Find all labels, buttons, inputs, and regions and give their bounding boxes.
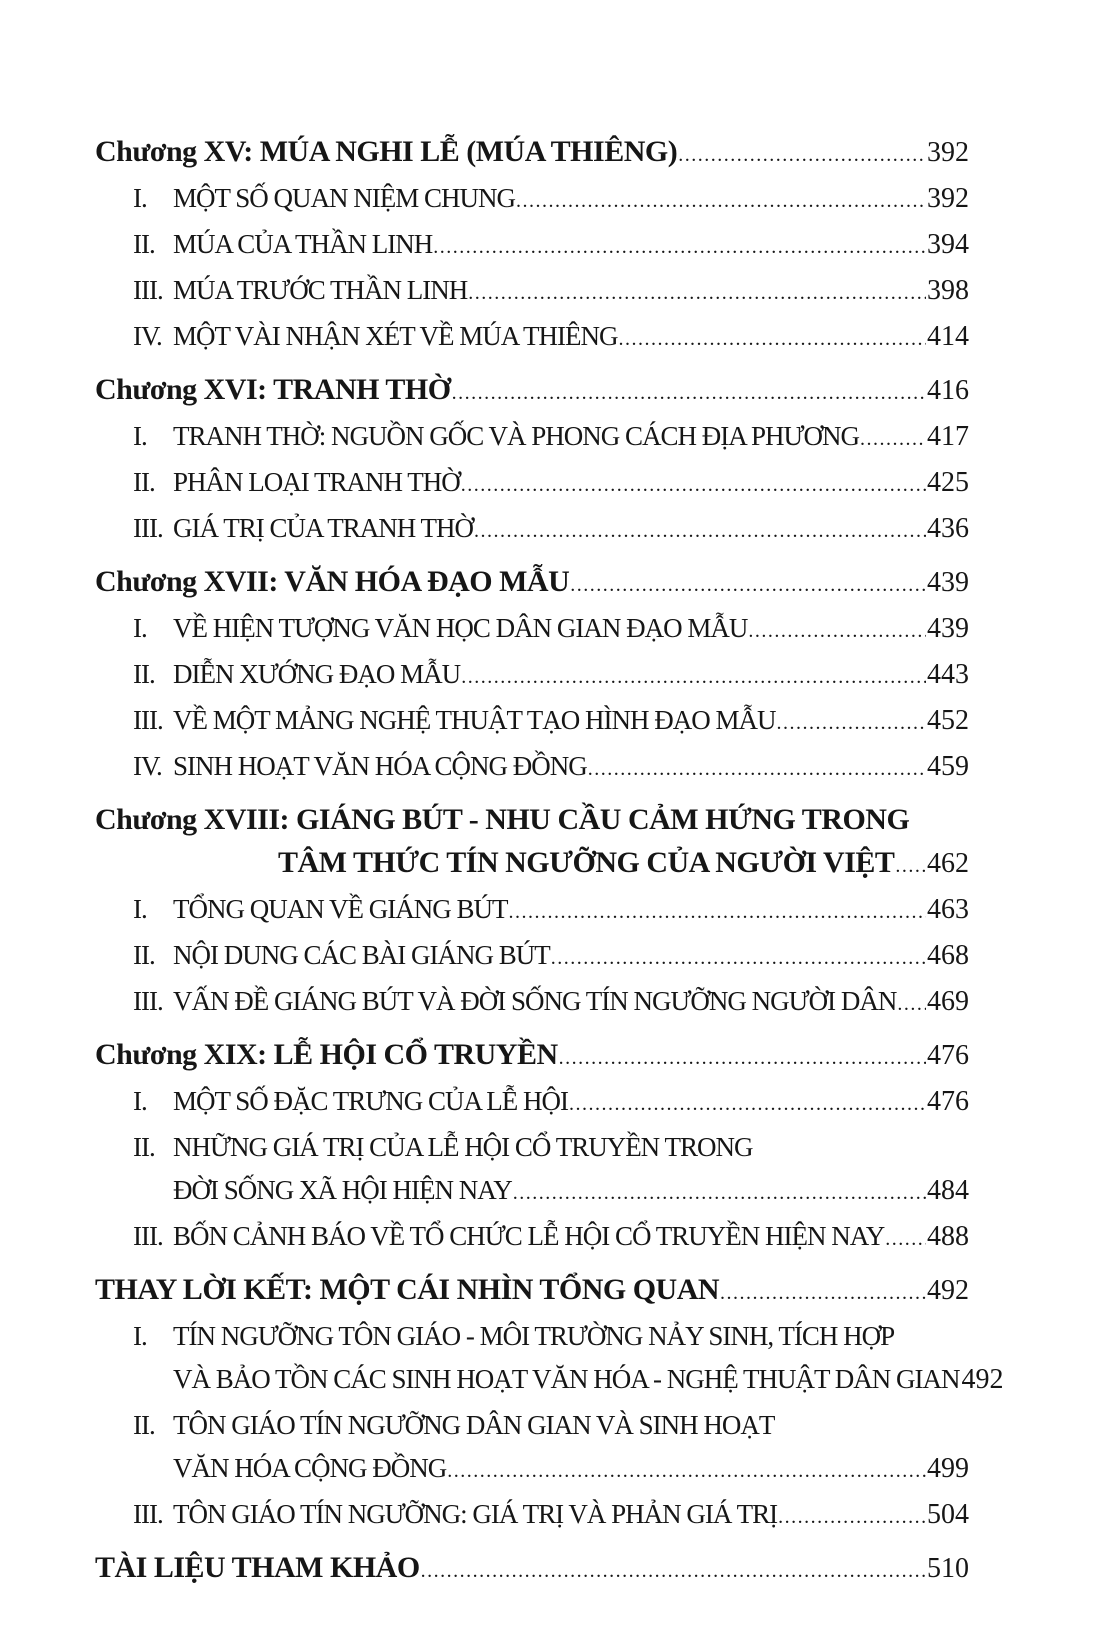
toc-line: [95, 1080, 969, 1126]
toc-title: VỀ HIỆN TƯỢNG VĂN HỌC DÂN GIAN ĐẠO MẪU: [173, 613, 748, 643]
toc-page-number: 468: [927, 940, 969, 971]
toc-page-number: 484: [927, 1175, 969, 1206]
toc-section-entry: [95, 269, 969, 315]
toc-line: [95, 177, 969, 223]
toc-line: [95, 1315, 969, 1358]
toc-chapter-entry: [95, 130, 969, 177]
toc-page-number: 392: [927, 183, 969, 214]
dot-leader: [777, 702, 927, 745]
toc-title: VĂN HÓA CỘNG ĐỒNG: [173, 1453, 447, 1483]
toc-line: [95, 315, 969, 361]
toc-title: BỐN CẢNH BÁO VỀ TỔ CHỨC LỄ HỘI CỔ TRUYỀN HIỆN NAY: [173, 1221, 885, 1251]
toc-line: [95, 934, 969, 980]
toc-numeral: III.: [133, 513, 163, 543]
dot-leader: [559, 1037, 926, 1080]
dot-leader: [678, 134, 926, 177]
dot-leader: [885, 1218, 926, 1261]
dot-leader: [468, 272, 926, 315]
toc-title: MỘT SỐ QUAN NIỆM CHUNG: [173, 183, 516, 213]
dot-leader: [619, 318, 926, 361]
toc-page-number: 417: [927, 421, 969, 452]
dot-leader: [452, 372, 926, 415]
dot-leader: [508, 891, 926, 934]
toc-title: PHÂN LOẠI TRANH THỜ: [173, 467, 460, 497]
toc-line: [95, 1268, 969, 1315]
toc-numeral: II.: [133, 467, 155, 497]
toc-section-entry: [95, 699, 969, 745]
toc-page-number: 463: [927, 894, 969, 925]
toc-section-entry: [95, 223, 969, 269]
toc-section-entry: [95, 934, 969, 980]
toc-section-entry: [95, 1126, 969, 1215]
toc-page-number: 469: [927, 986, 969, 1017]
toc-page-number: 492: [961, 1364, 1004, 1395]
dot-leader: [516, 180, 926, 223]
dot-leader: [720, 1272, 926, 1315]
toc-page-number: 414: [927, 321, 969, 352]
toc-section-entry: [95, 607, 969, 653]
toc-line: [95, 745, 969, 791]
table-of-contents: [95, 130, 1004, 1593]
toc-page-number: 492: [927, 1275, 969, 1306]
toc-section-entry: [95, 461, 969, 507]
toc-section-entry: [95, 653, 969, 699]
toc-title: GIÁ TRỊ CỦA TRANH THỜ: [173, 513, 474, 543]
toc-title: TÍN NGƯỠNG TÔN GIÁO - MÔI TRƯỜNG NẢY SINH, TÍCH HỢP: [173, 1321, 895, 1351]
dot-leader: [569, 1083, 926, 1126]
toc-numeral: I.: [133, 421, 147, 451]
toc-line: [95, 560, 969, 607]
dot-leader: [588, 748, 926, 791]
toc-line: [95, 653, 969, 699]
toc-line: [95, 461, 969, 507]
toc-line: [95, 1126, 969, 1169]
toc-section-entry: [95, 980, 969, 1026]
toc-chapter-entry: [95, 1033, 969, 1080]
toc-title: Chương XVIII: GIÁNG BÚT - NHU CẦU CẢM HỨNG TRONG: [95, 803, 910, 836]
toc-page-number: 499: [927, 1453, 969, 1484]
toc-numeral: I.: [133, 894, 147, 924]
toc-section-entry: [95, 1080, 969, 1126]
toc-page-number: 452: [927, 705, 969, 736]
toc-line: [95, 1169, 969, 1215]
toc-section-entry: [95, 745, 969, 791]
dot-leader: [860, 418, 926, 461]
dot-leader: [461, 656, 926, 699]
toc-page-number: 439: [927, 613, 969, 644]
toc-title: NHỮNG GIÁ TRỊ CỦA LỄ HỘI CỔ TRUYỀN TRONG: [173, 1132, 753, 1162]
toc-title: MỘT SỐ ĐẶC TRƯNG CỦA LỄ HỘI: [173, 1086, 568, 1116]
toc-numeral: II.: [133, 940, 155, 970]
toc-chapter-entry: [95, 1546, 969, 1593]
toc-title: MỘT VÀI NHẬN XÉT VỀ MÚA THIÊNG: [173, 321, 618, 351]
toc-line: [95, 980, 969, 1026]
toc-numeral: III.: [133, 986, 163, 1016]
toc-title: Chương XVI: TRANH THỜ: [95, 373, 451, 406]
toc-title: DIỄN XƯỚNG ĐẠO MẪU: [173, 659, 461, 689]
dot-leader: [461, 464, 926, 507]
dot-leader: [748, 610, 926, 653]
toc-numeral: II.: [133, 659, 155, 689]
toc-title: VẤN ĐỀ GIÁNG BÚT VÀ ĐỜI SỐNG TÍN NGƯỠNG NGƯỜI DÂN: [173, 986, 897, 1016]
toc-numeral: II.: [133, 1410, 155, 1440]
toc-chapter-entry: [95, 560, 969, 607]
dot-leader: [778, 1496, 926, 1539]
toc-title: NỘI DUNG CÁC BÀI GIÁNG BÚT: [173, 940, 550, 970]
toc-numeral: III.: [133, 705, 163, 735]
toc-chapter-entry: [95, 1268, 969, 1315]
toc-page-number: 392: [927, 137, 969, 168]
toc-line: [95, 1215, 969, 1261]
toc-line: [95, 1447, 969, 1493]
toc-section-entry: [95, 1315, 1004, 1404]
toc-page-number: 416: [927, 375, 969, 406]
toc-title: ĐỜI SỐNG XÃ HỘI HIỆN NAY: [173, 1175, 512, 1205]
toc-title: VỀ MỘT MẢNG NGHỆ THUẬT TẠO HÌNH ĐẠO MẪU: [173, 705, 776, 735]
toc-line: [95, 415, 969, 461]
dot-leader: [421, 1550, 926, 1593]
toc-numeral: III.: [133, 1221, 163, 1251]
toc-page-number: 425: [927, 467, 969, 498]
dot-leader: [433, 226, 926, 269]
dot-leader: [474, 510, 926, 553]
toc-line: [95, 223, 969, 269]
dot-leader: [447, 1450, 926, 1493]
toc-title: Chương XVII: VĂN HÓA ĐẠO MẪU: [95, 565, 570, 598]
toc-section-entry: [95, 1493, 969, 1539]
toc-title: VÀ BẢO TỒN CÁC SINH HOẠT VĂN HÓA - NGHỆ THUẬT DÂN GIAN: [173, 1364, 960, 1394]
toc-page-number: 436: [927, 513, 969, 544]
toc-numeral: I.: [133, 1086, 147, 1116]
toc-title: Chương XV: MÚA NGHI LỄ (MÚA THIÊNG): [95, 135, 678, 168]
toc-page-number: 439: [927, 567, 969, 598]
toc-numeral: IV.: [133, 321, 162, 351]
toc-section-entry: [95, 1215, 969, 1261]
toc-title: TÀI LIỆU THAM KHẢO: [95, 1551, 420, 1584]
dot-leader: [895, 845, 926, 888]
dot-leader: [551, 937, 926, 980]
toc-page-number: 398: [927, 275, 969, 306]
toc-title: TÔN GIÁO TÍN NGƯỠNG DÂN GIAN VÀ SINH HOẠT: [173, 1410, 775, 1440]
toc-title: MÚA TRƯỚC THẦN LINH: [173, 275, 468, 305]
toc-line: [95, 269, 969, 315]
toc-page-number: 462: [927, 848, 969, 879]
toc-line: [95, 699, 969, 745]
toc-title: MÚA CỦA THẦN LINH: [173, 229, 433, 259]
toc-page-number: 394: [927, 229, 969, 260]
dot-leader: [570, 564, 926, 607]
toc-line: [95, 1493, 969, 1539]
toc-title: SINH HOẠT VĂN HÓA CỘNG ĐỒNG: [173, 751, 587, 781]
toc-line: [95, 130, 969, 177]
toc-section-entry: [95, 415, 969, 461]
toc-section-entry: [95, 888, 969, 934]
toc-numeral: II.: [133, 229, 155, 259]
toc-numeral: I.: [133, 1321, 147, 1351]
toc-section-entry: [95, 507, 969, 553]
toc-title: THAY LỜI KẾT: MỘT CÁI NHÌN TỔNG QUAN: [95, 1273, 720, 1306]
toc-line: [95, 798, 969, 841]
toc-numeral: IV.: [133, 751, 162, 781]
toc-section-entry: [95, 177, 969, 223]
toc-title: Chương XIX: LỄ HỘI CỔ TRUYỀN: [95, 1038, 558, 1071]
toc-numeral: I.: [133, 613, 147, 643]
toc-line: [95, 1546, 969, 1593]
toc-page-number: 476: [927, 1086, 969, 1117]
toc-page-number: 476: [927, 1040, 969, 1071]
dot-leader: [513, 1172, 926, 1215]
toc-title: TỔNG QUAN VỀ GIÁNG BÚT: [173, 894, 508, 924]
toc-section-entry: [95, 1404, 969, 1493]
toc-title: TÔN GIÁO TÍN NGƯỠNG: GIÁ TRỊ VÀ PHẢN GIÁ TRỊ: [173, 1499, 778, 1529]
toc-page-number: 510: [927, 1553, 969, 1584]
toc-numeral: II.: [133, 1132, 155, 1162]
toc-page-number: 459: [927, 751, 969, 782]
toc-line: [95, 607, 969, 653]
toc-title: TÂM THỨC TÍN NGƯỠNG CỦA NGƯỜI VIỆT: [278, 846, 895, 879]
toc-numeral: III.: [133, 275, 163, 305]
toc-page-number: 443: [927, 659, 969, 690]
toc-numeral: I.: [133, 183, 147, 213]
toc-line: [95, 507, 969, 553]
toc-chapter-entry: [95, 368, 969, 415]
dot-leader: [897, 983, 926, 1026]
toc-numeral: III.: [133, 1499, 163, 1529]
toc-title: TRANH THỜ: NGUỒN GỐC VÀ PHONG CÁCH ĐỊA PHƯƠNG: [173, 421, 859, 451]
toc-line: [95, 888, 969, 934]
toc-line: [95, 1404, 969, 1447]
toc-section-entry: [95, 315, 969, 361]
toc-line: [95, 368, 969, 415]
toc-line: [95, 1358, 1004, 1404]
toc-line: [95, 841, 969, 888]
toc-page-number: 488: [927, 1221, 969, 1252]
toc-chapter-entry: [95, 798, 969, 888]
toc-line: [95, 1033, 969, 1080]
toc-page-number: 504: [927, 1499, 969, 1530]
